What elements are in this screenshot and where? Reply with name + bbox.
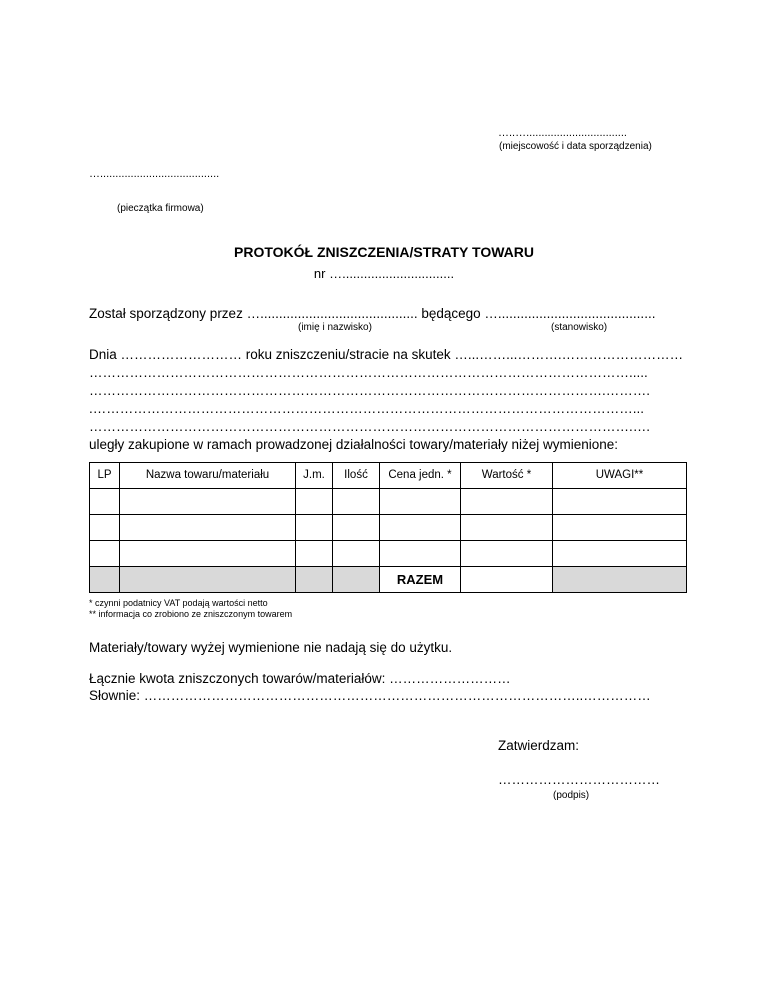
header-value: Wartość *	[461, 463, 553, 489]
cell-quantity[interactable]	[333, 541, 380, 567]
cell-unit-price[interactable]	[380, 541, 461, 567]
cell-unit[interactable]	[296, 541, 333, 567]
cell-unit[interactable]	[296, 515, 333, 541]
cell-quantity[interactable]	[333, 515, 380, 541]
footnote-vat: * czynni podatnicy VAT podają wartości netto	[89, 598, 268, 608]
description-line[interactable]: ………………………………………………………………………………………………………….....	[89, 365, 648, 380]
place-date-field[interactable]: …..….................................	[498, 127, 627, 139]
total-value-cell[interactable]	[461, 567, 553, 593]
company-stamp-field[interactable]: ….......................................	[89, 168, 220, 180]
total-filler-cell	[553, 567, 687, 593]
cell-item-name[interactable]	[120, 515, 296, 541]
document-title: PROTOKÓŁ ZNISZCZENIA/STRATY TOWARU	[234, 244, 534, 260]
protocol-number-field[interactable]: nr …...............................	[313, 266, 455, 281]
date-cause-line[interactable]: Dnia ……………………… roku zniszczeniu/stracie na skutek …...……...……….………………………	[89, 347, 684, 362]
cell-lp[interactable]	[90, 489, 120, 515]
goods-intro-text: uległy zakupione w ramach prowadzonej działalności towary/materiały niżej wymienione:	[89, 437, 619, 452]
total-amount-line[interactable]: Łącznie kwota zniszczonych towarów/materiałów: ………………………	[89, 671, 511, 686]
place-date-caption: (miejscowość i data sporządzenia)	[499, 141, 652, 152]
cell-lp[interactable]	[90, 541, 120, 567]
header-remarks: UWAGI**	[553, 463, 687, 489]
table-row	[90, 515, 687, 541]
cell-remarks[interactable]	[553, 541, 687, 567]
name-caption: (imię i nazwisko)	[298, 322, 372, 333]
total-label: RAZEM	[380, 567, 461, 593]
cell-quantity[interactable]	[333, 489, 380, 515]
position-caption: (stanowisko)	[551, 322, 608, 333]
signature-field[interactable]: ………………………………	[498, 772, 660, 787]
cell-value[interactable]	[461, 515, 553, 541]
company-stamp-caption: (pieczątka firmowa)	[117, 203, 204, 214]
description-line[interactable]: .…………………………………………………………………………………………………………...	[89, 401, 645, 416]
cell-remarks[interactable]	[553, 489, 687, 515]
header-unit-price: Cena jedn. *	[380, 463, 461, 489]
amount-in-words-line[interactable]: Słownie: ……………………………………………………………………………………..……………	[89, 688, 651, 703]
total-filler-cell	[90, 567, 120, 593]
total-filler-cell	[296, 567, 333, 593]
footnote-remarks: ** informacja co zrobiono ze zniszczonym towarem	[89, 609, 293, 619]
cell-item-name[interactable]	[120, 489, 296, 515]
approval-label: Zatwierdzam:	[498, 738, 580, 753]
cell-value[interactable]	[461, 489, 553, 515]
total-filler-cell	[333, 567, 380, 593]
cell-unit-price[interactable]	[380, 515, 461, 541]
table-total-row	[90, 567, 687, 593]
description-line[interactable]: …………………………………………………………………………………………………….……….	[89, 383, 651, 398]
table-row	[90, 541, 687, 567]
total-filler-cell	[120, 567, 296, 593]
cell-unit[interactable]	[296, 489, 333, 515]
table-row	[90, 489, 687, 515]
cell-remarks[interactable]	[553, 515, 687, 541]
goods-table	[89, 462, 687, 593]
description-line[interactable]: ………………………………………………………………………………………………………….….	[89, 419, 651, 434]
unusable-statement: Materiały/towary wyżej wymienione nie nadają się do użytku.	[89, 640, 453, 655]
header-lp: LP	[90, 463, 120, 489]
header-quantity: Ilość	[333, 463, 380, 489]
cell-lp[interactable]	[90, 515, 120, 541]
table-header-row	[90, 463, 687, 489]
prepared-by-line[interactable]: Został sporządzony przez ….......................................... będącego …..........................................	[89, 306, 656, 321]
cell-unit-price[interactable]	[380, 489, 461, 515]
header-unit: J.m.	[296, 463, 333, 489]
header-item-name: Nazwa towaru/materiału	[120, 463, 296, 489]
cell-value[interactable]	[461, 541, 553, 567]
signature-caption: (podpis)	[553, 790, 590, 801]
cell-item-name[interactable]	[120, 541, 296, 567]
